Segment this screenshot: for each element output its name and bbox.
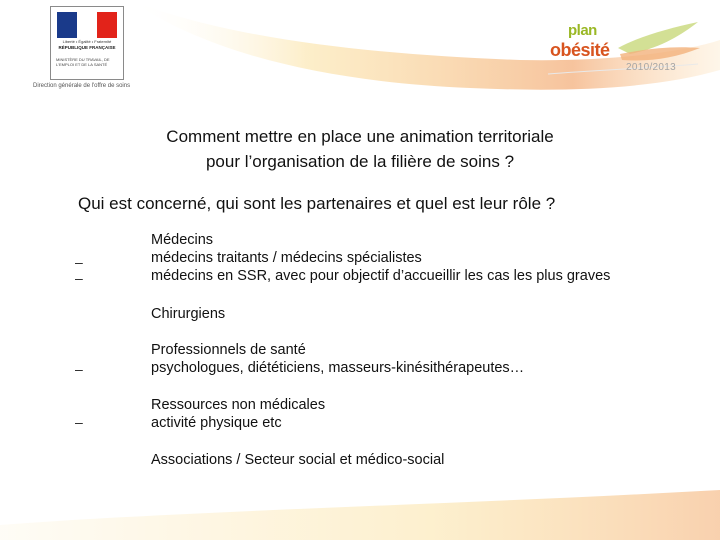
dash-marker: –: [75, 414, 83, 430]
plan-obesite-logo: [540, 18, 700, 88]
dash-marker: –: [75, 361, 83, 377]
slide-question: Qui est concerné, qui sont les partenaires et quel est leur rôle ?: [78, 194, 556, 213]
republic-motto: Liberté • Égalité • Fraternité: [62, 39, 112, 44]
dash-marker: –: [75, 270, 83, 286]
plan-years: 2010/2013: [626, 62, 676, 73]
title-line-2: pour l’organisation de la filière de soins ?: [205, 152, 515, 171]
footer-swoosh: [0, 480, 720, 540]
item-associations: Associations / Secteur social et médico-social: [151, 452, 445, 468]
plan-word: plan: [568, 22, 597, 39]
title-line-1: Comment mettre en place une animation territoriale: [166, 127, 554, 146]
republique-francaise-logo: [50, 6, 124, 80]
slide-title: [60, 124, 660, 174]
dash-marker: –: [75, 254, 83, 270]
item-medecins-sub-1: médecins traitants / médecins spécialistes: [151, 250, 422, 266]
item-ressources: Ressources non médicales: [151, 397, 326, 413]
ministry-name: MINISTÈRE DU TRAVAIL, DE L'EMPLOI ET DE LA SANTÉ: [56, 57, 110, 67]
marianne-flag-icon: [57, 12, 117, 38]
item-ressources-sub: activité physique etc: [151, 415, 282, 431]
item-professionnels-sub: psychologues, diététiciens, masseurs-kinésithérapeutes…: [151, 360, 525, 376]
direction-label: Direction générale de l'offre de soins: [33, 83, 131, 89]
republic-name: RÉPUBLIQUE FRANÇAISE: [58, 45, 116, 50]
item-chirurgiens: Chirurgiens: [151, 306, 226, 322]
obesite-word: obésité: [550, 40, 610, 60]
item-medecins-sub-2: médecins en SSR, avec pour objectif d’accueillir les cas les plus graves: [151, 268, 611, 284]
item-medecins: Médecins: [151, 232, 214, 248]
item-professionnels: Professionnels de santé: [151, 342, 306, 358]
